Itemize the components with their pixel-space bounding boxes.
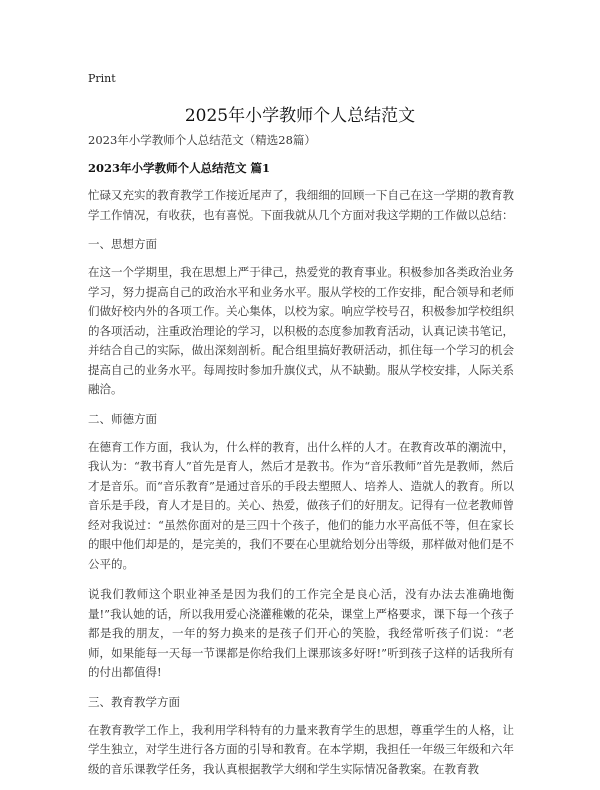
paragraph: 在教育教学工作上，我利用学科特有的力量来教育学生的思想，尊重学生的人格，让学生独立，对学生进行各方面的引导和教育。在本学期，我担任一年级三年级和六年级的音乐课教学任务，我认真根据教学大纲和学生实际情况备教案。在教育教 xyxy=(88,722,514,776)
page-title: 2025年小学教师个人总结范文 xyxy=(184,106,416,126)
article-heading: 2023年小学教师个人总结范文 篇1 xyxy=(88,161,271,175)
paragraph: 说我们教师这个职业神圣是因为我们的工作完全是良心活，没有办法去准确地衡量!”我认她的话，所以我用爱心浇灌稚嫩的花朵，课堂上严格要求，课下每一个孩子都是我的朋友，一年的努力换来的是孩子们开心的笑脸，我经常听孩子们说：“老师，如果能每一天每一节课都是你给我们上课那该多好呀!”听到孩子这样的话我所有的付出都值得! xyxy=(88,587,514,679)
section-title-ethics: 二、师德方面 xyxy=(88,411,157,426)
paragraph: 在这一个学期里，我在思想上严于律己，热爱党的教育事业。积极参加各类政治业务学习，努力提高自己的政治水平和业务水平。服从学校的工作安排，配合领导和老师们做好校内外的各项工作。关心集体，以校为家。响应学校号召，积极参加学校组织的各项活动，注重政治理论的学习，以积极的态度参加教育活动，认真记读书笔记，并结合自己的实际，做出深刻剖析。配合组里搞好教研活动，抓住每一个学习的机会提高自己的业务水平。每周按时参加升旗仪式，从不缺勤。服从学校安排，人际关系融洽。 xyxy=(88,265,514,396)
section-title-thought: 一、思想方面 xyxy=(88,237,157,251)
page-subtitle: 2023年小学教师个人总结范文（精选28篇） xyxy=(88,133,316,147)
paragraph: 在德育工作方面，我认为，什么样的教育，出什么样的人才。在教育改革的潮流中，我认为：“教书育人”首先是育人，然后才是教书。作为“音乐教师”首先是教师，然后才是音乐。而“音乐教育”是通过音乐的手段去塑照人、培养人、造就人的教育。所以音乐是手段，育人才是目的。关心、热爱，做孩子们的好朋友。记得有一位老教师曾经对我说过：“虽然你面对的是三四十个孩子，他们的能力水平高低不等，但在家长的眼中他们却是的，是完美的，我们不要在心里就给划分出等级，那样做对他们是不公平的。 xyxy=(88,439,515,571)
section-title-teaching: 三、教育教学方面 xyxy=(88,694,180,709)
print-link[interactable]: Print xyxy=(88,72,116,85)
intro-paragraph: 忙碌又充实的教育教学工作接近尾声了，我细细的回顾一下自己在这一学期的教育教学工作情况，有收获，也有喜悦。下面我就从几个方面对我这学期的工作做以总结： xyxy=(88,188,514,222)
article-body xyxy=(88,160,514,790)
